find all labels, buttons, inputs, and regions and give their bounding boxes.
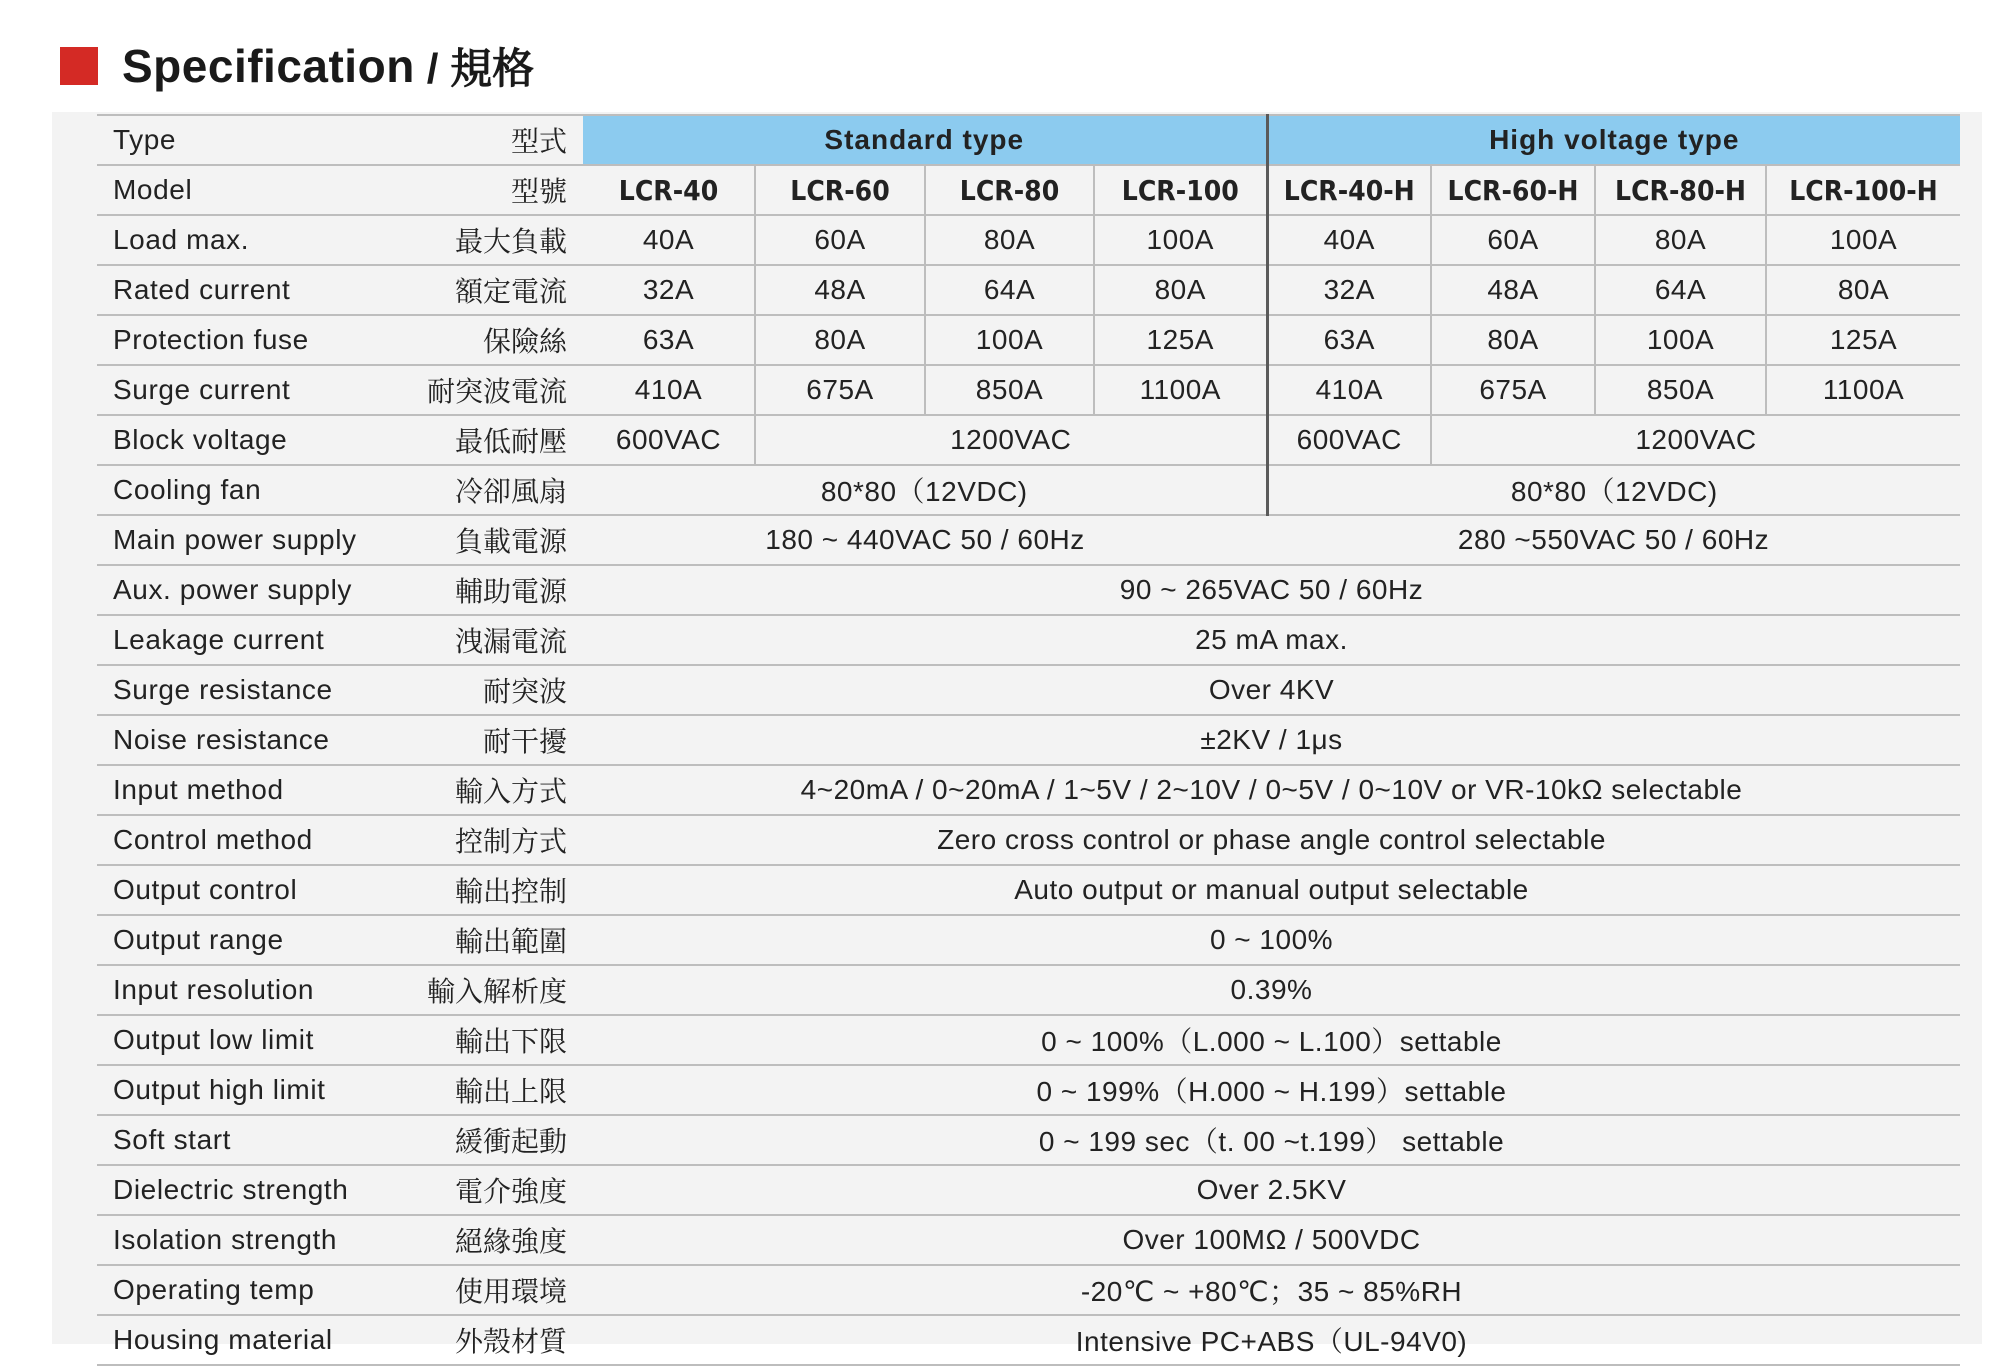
row-label-en: Output high limit: [97, 1065, 397, 1115]
spec-row-control-method: [97, 815, 1960, 865]
value-cell: 1100A: [1094, 365, 1267, 415]
spec-row-aux-power: [97, 565, 1960, 615]
value-cell: 1200VAC: [755, 415, 1267, 465]
row-label-zh: 耐突波電流: [397, 365, 583, 415]
value-cell: 40A: [583, 215, 755, 265]
spec-row-housing-material: [97, 1315, 1960, 1365]
value-cell: 100A: [1595, 315, 1766, 365]
row-label-zh: 保險絲: [397, 315, 583, 365]
row-label-zh: 最低耐壓: [397, 415, 583, 465]
row-label-zh: 控制方式: [397, 815, 583, 865]
spec-row-operating-temp: [97, 1265, 1960, 1315]
row-label-zh: 輸出控制: [397, 865, 583, 915]
row-label-zh: 負載電源: [397, 515, 583, 565]
spec-row-input-resolution: [97, 965, 1960, 1015]
row-label-en: Input resolution: [97, 965, 397, 1015]
model-cell: LCR-100-H: [1766, 165, 1960, 215]
spec-row-protection-fuse: [97, 315, 1960, 365]
value-cell: 0 ~ 100%（L.000 ~ L.100）settable: [583, 1015, 1960, 1065]
spec-row-dielectric-strength: [97, 1165, 1960, 1215]
value-cell: 180 ~ 440VAC 50 / 60Hz: [583, 515, 1267, 565]
spec-row-leakage-current: [97, 615, 1960, 665]
spec-row-surge-resistance: [97, 665, 1960, 715]
value-cell: 0 ~ 100%: [583, 915, 1960, 965]
spec-row-cooling-fan: [97, 465, 1960, 515]
value-cell: Over 4KV: [583, 665, 1960, 715]
spec-row-output-range: [97, 915, 1960, 965]
spec-row-surge-current: [97, 365, 1960, 415]
value-cell: 60A: [755, 215, 925, 265]
row-label-en: Aux. power supply: [97, 565, 397, 615]
row-label-en: Soft start: [97, 1115, 397, 1165]
value-cell: 32A: [1267, 265, 1431, 315]
row-label-en: Input method: [97, 765, 397, 815]
value-cell: 850A: [1595, 365, 1766, 415]
row-label-zh: 輸入方式: [397, 765, 583, 815]
red-square-icon: [60, 47, 98, 85]
row-label-zh: 最大負載: [397, 215, 583, 265]
model-cell: LCR-40-H: [1267, 165, 1431, 215]
value-cell: 64A: [1595, 265, 1766, 315]
spec-row-noise-resistance: [97, 715, 1960, 765]
value-cell: 80A: [1766, 265, 1960, 315]
value-cell: 80A: [1595, 215, 1766, 265]
model-cell: LCR-40: [583, 165, 755, 215]
value-cell: 0.39%: [583, 965, 1960, 1015]
value-cell: 1200VAC: [1431, 415, 1960, 465]
value-cell: 80A: [755, 315, 925, 365]
model-cell: LCR-80-H: [1595, 165, 1766, 215]
spec-row-output-high-limit: [97, 1065, 1960, 1115]
row-label-en: Leakage current: [97, 615, 397, 665]
value-cell: 25 mA max.: [583, 615, 1960, 665]
row-label-en: Housing material: [97, 1315, 397, 1365]
spec-row-input-method: [97, 765, 1960, 815]
spec-row-load-max: [97, 215, 1960, 265]
row-label-en: Operating temp: [97, 1265, 397, 1315]
value-cell: 125A: [1094, 315, 1267, 365]
spec-row-output-control: [97, 865, 1960, 915]
value-cell: Zero cross control or phase angle control selectable: [583, 815, 1960, 865]
value-cell: 48A: [755, 265, 925, 315]
value-cell: 1100A: [1766, 365, 1960, 415]
row-label-en: Type: [97, 115, 397, 165]
value-cell: -20℃ ~ +80℃；35 ~ 85%RH: [583, 1265, 1960, 1315]
row-label-en: Model: [97, 165, 397, 215]
spec-row-soft-start: [97, 1115, 1960, 1165]
value-cell: 600VAC: [1267, 415, 1431, 465]
high-voltage-type-header: High voltage type: [1267, 115, 1960, 165]
row-label-zh: 使用環境: [397, 1265, 583, 1315]
value-cell: 125A: [1766, 315, 1960, 365]
spec-row-rated-current: [97, 265, 1960, 315]
heading-subtitle: / 規格: [426, 45, 535, 92]
value-cell: 80*80（12VDC): [583, 465, 1267, 515]
row-label-en: Noise resistance: [97, 715, 397, 765]
value-cell: 410A: [1267, 365, 1431, 415]
row-label-en: Control method: [97, 815, 397, 865]
value-cell: 100A: [925, 315, 1094, 365]
row-label-zh: 耐干擾: [397, 715, 583, 765]
row-label-en: Rated current: [97, 265, 397, 315]
standard-type-header: Standard type: [583, 115, 1267, 165]
heading-title: Specification: [122, 40, 415, 92]
row-label-zh: 輔助電源: [397, 565, 583, 615]
value-cell: 600VAC: [583, 415, 755, 465]
value-cell: 0 ~ 199%（H.000 ~ H.199）settable: [583, 1065, 1960, 1115]
value-cell: 0 ~ 199 sec（t. 00 ~t.199） settable: [583, 1115, 1960, 1165]
specification-table: [97, 114, 1960, 1366]
value-cell: 80*80（12VDC): [1267, 465, 1960, 515]
value-cell: 40A: [1267, 215, 1431, 265]
value-cell: Over 2.5KV: [583, 1165, 1960, 1215]
spec-row-isolation-strength: [97, 1215, 1960, 1265]
row-label-en: Main power supply: [97, 515, 397, 565]
value-cell: 4~20mA / 0~20mA / 1~5V / 2~10V / 0~5V / 0~10V or VR-10kΩ selectable: [583, 765, 1960, 815]
model-cell: LCR-100: [1094, 165, 1267, 215]
value-cell: 850A: [925, 365, 1094, 415]
value-cell: ±2KV / 1μs: [583, 715, 1960, 765]
row-label-zh: 電介強度: [397, 1165, 583, 1215]
row-label-en: Output range: [97, 915, 397, 965]
row-label-en: Block voltage: [97, 415, 397, 465]
value-cell: 675A: [755, 365, 925, 415]
row-label-zh: 耐突波: [397, 665, 583, 715]
value-cell: Auto output or manual output selectable: [583, 865, 1960, 915]
row-label-en: Protection fuse: [97, 315, 397, 365]
spec-row-main-power: [97, 515, 1960, 565]
model-cell: LCR-60-H: [1431, 165, 1595, 215]
row-label-en: Output low limit: [97, 1015, 397, 1065]
row-label-zh: 型號: [397, 165, 583, 215]
value-cell: 280 ~550VAC 50 / 60Hz: [1267, 515, 1960, 565]
value-cell: Over 100MΩ / 500VDC: [583, 1215, 1960, 1265]
row-label-zh: 外殼材質: [397, 1315, 583, 1365]
section-heading: [60, 36, 534, 96]
value-cell: 90 ~ 265VAC 50 / 60Hz: [583, 565, 1960, 615]
row-label-zh: 緩衝起動: [397, 1115, 583, 1165]
row-label-en: Load max.: [97, 215, 397, 265]
value-cell: 80A: [925, 215, 1094, 265]
value-cell: 80A: [1094, 265, 1267, 315]
row-label-zh: 輸入解析度: [397, 965, 583, 1015]
row-label-zh: 輸出範圍: [397, 915, 583, 965]
row-label-en: Dielectric strength: [97, 1165, 397, 1215]
value-cell: 48A: [1431, 265, 1595, 315]
value-cell: 64A: [925, 265, 1094, 315]
row-label-en: Isolation strength: [97, 1215, 397, 1265]
row-label-en: Surge current: [97, 365, 397, 415]
row-label-en: Output control: [97, 865, 397, 915]
row-label-zh: 輸出上限: [397, 1065, 583, 1115]
value-cell: 32A: [583, 265, 755, 315]
value-cell: Intensive PC+ABS（UL-94V0): [583, 1315, 1960, 1365]
row-label-zh: 冷卻風扇: [397, 465, 583, 515]
type-row: [97, 115, 1960, 165]
model-cell: LCR-60: [755, 165, 925, 215]
model-row: [97, 165, 1960, 215]
spec-row-output-low-limit: [97, 1015, 1960, 1065]
row-label-zh: 型式: [397, 115, 583, 165]
value-cell: 80A: [1431, 315, 1595, 365]
model-cell: LCR-80: [925, 165, 1094, 215]
row-label-zh: 洩漏電流: [397, 615, 583, 665]
value-cell: 410A: [583, 365, 755, 415]
spec-row-block-voltage: [97, 415, 1960, 465]
row-label-en: Cooling fan: [97, 465, 397, 515]
value-cell: 60A: [1431, 215, 1595, 265]
row-label-zh: 絕緣強度: [397, 1215, 583, 1265]
row-label-zh: 額定電流: [397, 265, 583, 315]
value-cell: 675A: [1431, 365, 1595, 415]
value-cell: 100A: [1766, 215, 1960, 265]
value-cell: 63A: [1267, 315, 1431, 365]
value-cell: 100A: [1094, 215, 1267, 265]
row-label-en: Surge resistance: [97, 665, 397, 715]
value-cell: 63A: [583, 315, 755, 365]
row-label-zh: 輸出下限: [397, 1015, 583, 1065]
